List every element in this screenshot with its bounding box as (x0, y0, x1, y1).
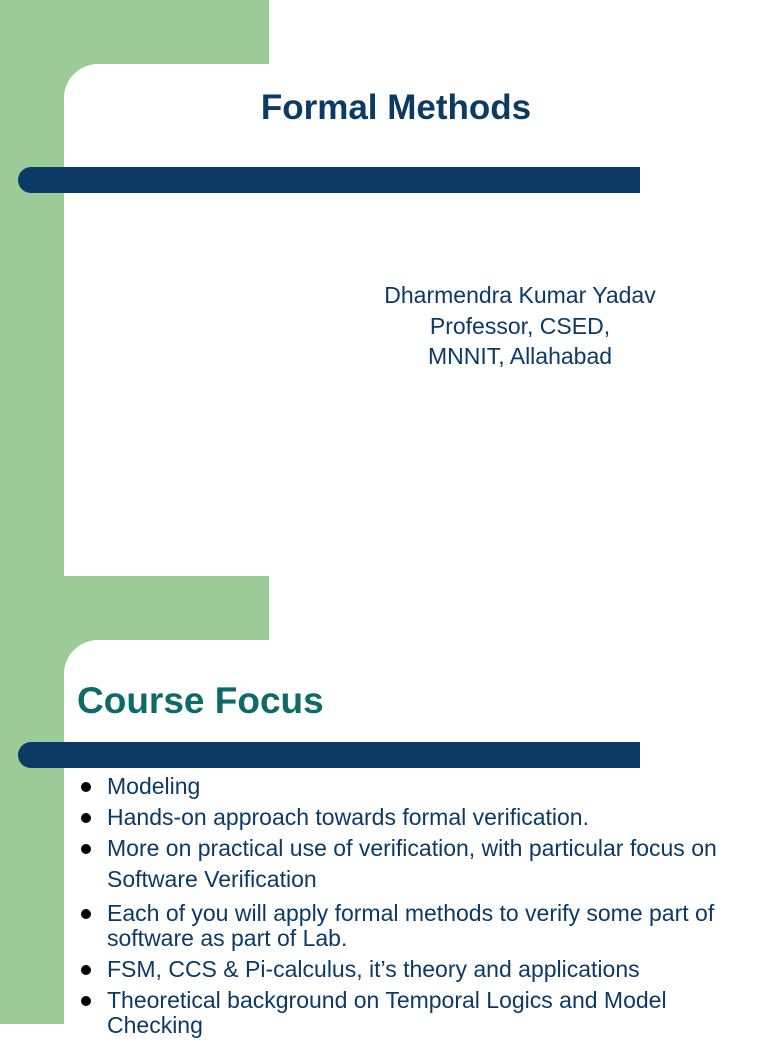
bullet-icon (81, 996, 91, 1006)
decorative-left-strip (0, 0, 64, 576)
list-item (79, 988, 739, 1038)
bullet-icon (81, 965, 91, 975)
list-item (79, 774, 739, 799)
bullet-icon (81, 813, 91, 823)
title-rule-bar (18, 167, 640, 193)
list-item-text: More on practical use of verification, with particular focus on Software Verification (107, 835, 717, 892)
list-item-text: FSM, CCS & Pi-calculus, it’s theory and applications (107, 956, 640, 982)
author-name: Dharmendra Kumar Yadav (384, 282, 656, 308)
list-item-text: Theoretical background on Temporal Logics and Model Checking (107, 987, 667, 1038)
list-item-text: Hands-on approach towards formal verification. (107, 804, 589, 830)
list-item-text: Each of you will apply formal methods to verify some part of software as part of Lab. (107, 900, 715, 951)
bullet-icon (81, 909, 91, 919)
author-position: Professor, CSED, (429, 312, 611, 339)
author-institution: MNNIT, Allahabad (427, 343, 613, 369)
author-block (305, 280, 735, 372)
decorative-left-strip (0, 576, 64, 1024)
list-item (79, 833, 739, 895)
slide-course-focus (0, 576, 768, 1038)
list-item (79, 805, 739, 830)
list-item-text: Modeling (107, 773, 201, 799)
bullet-list (79, 774, 739, 1044)
list-item (79, 957, 739, 982)
list-item (79, 901, 739, 951)
slide-title-heading: Formal Methods (260, 88, 532, 127)
title-rule-bar (18, 742, 640, 768)
slide-heading: Course Focus (77, 680, 324, 721)
bullet-icon (81, 844, 91, 854)
bullet-icon (81, 782, 91, 792)
